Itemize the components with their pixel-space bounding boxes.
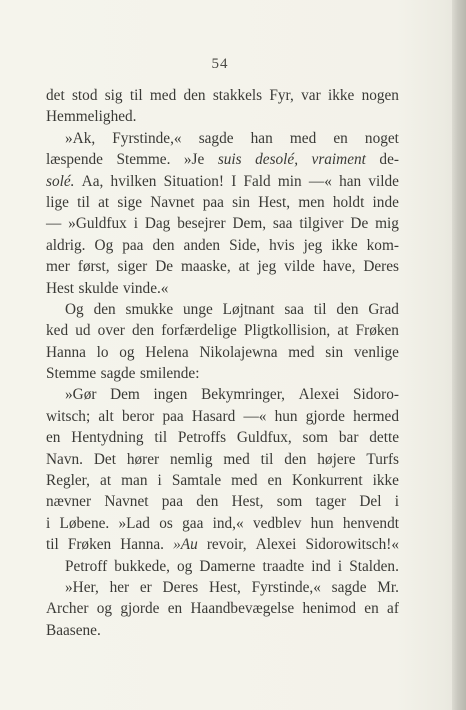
word: med [231,472,258,490]
word: smukke [125,300,174,318]
word: Hanna [46,343,86,361]
word: Turfs [366,450,399,468]
word: ud [75,322,91,340]
word: Grad [368,300,399,318]
word: Fald [243,172,271,190]
word: Hanna. [120,536,164,554]
word: venlige [353,343,399,361]
word: Situation! [163,172,224,190]
word: med [289,129,317,147]
text-line [46,149,399,170]
word: Aa, [81,172,104,190]
word: at [100,472,112,490]
word: og [119,343,135,361]
word: Fyrstinde,« [112,129,182,147]
page-number: 54 [211,56,229,72]
word: dette [369,429,399,447]
word: en [167,600,183,618]
word: desolé, [255,151,299,169]
text-line [46,384,399,405]
word: ingen [153,386,188,404]
word: den [336,300,359,318]
word: —« [243,407,267,425]
word: og [177,557,193,575]
word: paa [202,193,224,211]
text-line [46,278,399,299]
word: unge [183,300,213,318]
word: »Au [173,536,198,554]
word: over [97,322,125,340]
word: »Je [183,151,205,169]
word: Navnet [104,493,149,511]
word: suis [217,151,242,169]
word: hvilken [110,172,157,190]
word: alt [98,407,114,425]
word: som [276,493,303,511]
word: Fyr, [269,87,294,104]
word: nævner [46,493,92,511]
word: i [394,493,399,511]
word: ikke [327,87,355,104]
word: i [133,215,138,233]
text-line [46,85,399,106]
word: til [154,429,168,447]
word: vraiment [311,151,366,169]
word: sige [117,193,143,211]
word: ind [311,557,331,575]
word: den [93,300,116,318]
word: Konkurrent [292,472,363,490]
word: Sidorowitsch!« [305,536,399,554]
word: henvendt [342,514,399,532]
word: Bekymringer, [201,386,286,404]
word: Hest, [231,493,264,511]
word: en [46,429,61,447]
text-line [46,320,399,341]
word: nemlig [170,450,213,468]
word: Hest [46,279,75,297]
word: aldrig. [46,236,86,254]
word: tager [315,493,347,511]
word: gaa [182,514,204,532]
word: højere [317,450,356,468]
word: skulde [78,279,119,297]
word: Mr. [377,578,399,596]
word: I [231,172,237,190]
word: en [364,600,379,618]
word: sagde [198,129,234,147]
word: hvis [269,236,295,254]
word: de- [379,151,399,169]
word: Hentydning [71,429,144,447]
word: Petroffs [177,429,227,447]
word: mig [375,215,399,233]
word: Hest, [208,578,241,596]
word: og [96,600,113,618]
word: er [139,578,152,596]
word: den [196,493,219,511]
word: Løbene. [59,514,110,532]
word: Deres [363,258,399,276]
word: den [183,87,206,104]
text-line [46,556,399,577]
word: smilende: [139,365,200,383]
text-line [46,192,399,213]
word: Guldfux, [236,429,292,447]
word: men [298,193,325,211]
word: med [288,343,315,361]
word: den [152,236,175,254]
word: »Her, [65,578,99,596]
text-line [46,620,399,641]
word: kom- [366,236,399,254]
word: hermed [353,407,399,425]
word: lo [96,343,109,361]
word: nogen [361,87,399,104]
word: med [223,450,250,468]
word: den [284,450,307,468]
text-line [46,171,399,192]
word: Pligtkollision, [243,322,331,340]
word: os [159,514,173,532]
word: i [157,472,162,490]
word: først, [77,258,110,276]
word: forfærdelige [161,322,237,340]
word: »Lad [118,514,150,532]
word: til [77,193,90,211]
word: Sidoro- [353,386,399,404]
word: Helena [145,343,189,361]
word: af [387,600,399,618]
word: hører [126,450,160,468]
word: Regler, [46,472,90,490]
text-line [46,577,399,598]
word: Navnet [150,193,195,211]
word: Damerne [199,557,256,575]
word: Deres [162,578,199,596]
word: stod [71,87,98,104]
word: revoir, [206,536,247,554]
word: have, [322,258,356,276]
word: holdt [332,193,365,211]
word: De [350,215,369,233]
word: som [302,429,329,447]
word: Navn. [46,450,83,468]
word: ikke [372,472,399,490]
word: inde [372,193,399,211]
word: Haandbevægelse [190,600,295,618]
word: Alexei [298,386,340,404]
word: Det [93,450,116,468]
word: Hasard [191,407,236,425]
word: bar [338,429,359,447]
word: henimod [302,600,356,618]
word: at [337,322,349,340]
word: til [129,87,143,104]
word: gjorde [120,600,160,618]
word: Stalden. [349,557,399,575]
word: Baasene. [46,621,101,639]
word: Frøken [67,536,112,554]
word: Petroff [65,557,108,575]
word: beror [121,407,155,425]
word: vinde.« [123,279,169,297]
word: Og [94,236,114,254]
word: siger [117,258,148,276]
word: sagde [100,365,136,383]
word: witsch; [46,407,91,425]
word: i [46,514,51,532]
word: Frøken [355,322,399,340]
word: det [46,87,65,104]
word: anden [183,236,221,254]
word: man [121,472,148,490]
word: hun [274,407,298,425]
text-line [46,128,399,149]
word: en [267,472,282,490]
word: til [46,536,59,554]
word: at [98,193,110,211]
word: vilde [368,172,399,190]
word: sagde [331,578,367,596]
body-text [46,85,399,641]
word: vilde [284,258,315,276]
word: mer [46,258,70,276]
word: Archer [46,600,89,618]
text-line [46,256,399,277]
word: besejrer [177,215,226,233]
book-spine [452,0,466,710]
word: han [339,172,362,190]
word: Nikolajewna [199,343,278,361]
word: Løjtnant [222,300,275,318]
word: traadte [262,557,305,575]
word: Hemmelighed. [46,108,137,126]
text-line [46,513,399,534]
word: Del [359,493,382,511]
word: med [149,87,177,104]
word: »Ak, [65,129,96,147]
word: »Guldfux [68,215,127,233]
text-line [46,598,399,619]
word: hun [310,514,334,532]
word: ind,« [212,514,244,532]
word: Dem [110,386,140,404]
word: Hest, [258,193,291,211]
text-line [46,406,399,427]
word: saa [284,300,304,318]
word: han [250,129,273,147]
word: Samtale [171,472,222,490]
word: Og [65,300,84,318]
text-line [46,449,399,470]
word: noget [364,129,399,147]
word: gjorde [305,407,345,425]
word: til [313,300,327,318]
word: Dem, [232,215,267,233]
word: paa [162,407,184,425]
word: vedblev [252,514,302,532]
word: Side, [229,236,261,254]
word: læspende [46,151,103,169]
word: — [46,215,62,233]
text-line [46,342,399,363]
text-line [46,470,399,491]
word: en [333,129,348,147]
word: at [238,258,250,276]
word: solé. [46,172,75,190]
word: paa [122,236,144,254]
text-line [46,427,399,448]
word: Dag [144,215,171,233]
word: tilgiver [299,215,344,233]
text-line [46,363,399,384]
word: De [155,258,174,276]
text-line [46,534,399,555]
word: Alexei [255,536,297,554]
text-line [46,106,399,127]
word: saa [272,215,293,233]
text-line [46,213,399,234]
word: —« [308,172,332,190]
word: i [337,557,343,575]
text-line [46,491,399,512]
word: sin [325,343,344,361]
word: sin [232,193,250,211]
word: lige [46,193,69,211]
word: sig [104,87,123,104]
text-line [46,299,399,320]
word: jeg [257,258,277,276]
word: maaske, [180,258,231,276]
word: her [109,578,130,596]
word: »Gør [65,386,97,404]
word: bukkede, [114,557,170,575]
word: min [277,172,302,190]
word: ked [46,322,69,340]
word: den [132,322,155,340]
text-line [46,235,399,256]
word: Stemme. [116,151,171,169]
word: ikke [331,236,358,254]
word: var [301,87,321,104]
word: Fyrstinde,« [251,578,321,596]
word: Stemme [46,365,97,383]
word: jeg [303,236,323,254]
word: stakkels [212,87,263,104]
word: til [260,450,274,468]
word: paa [161,493,183,511]
